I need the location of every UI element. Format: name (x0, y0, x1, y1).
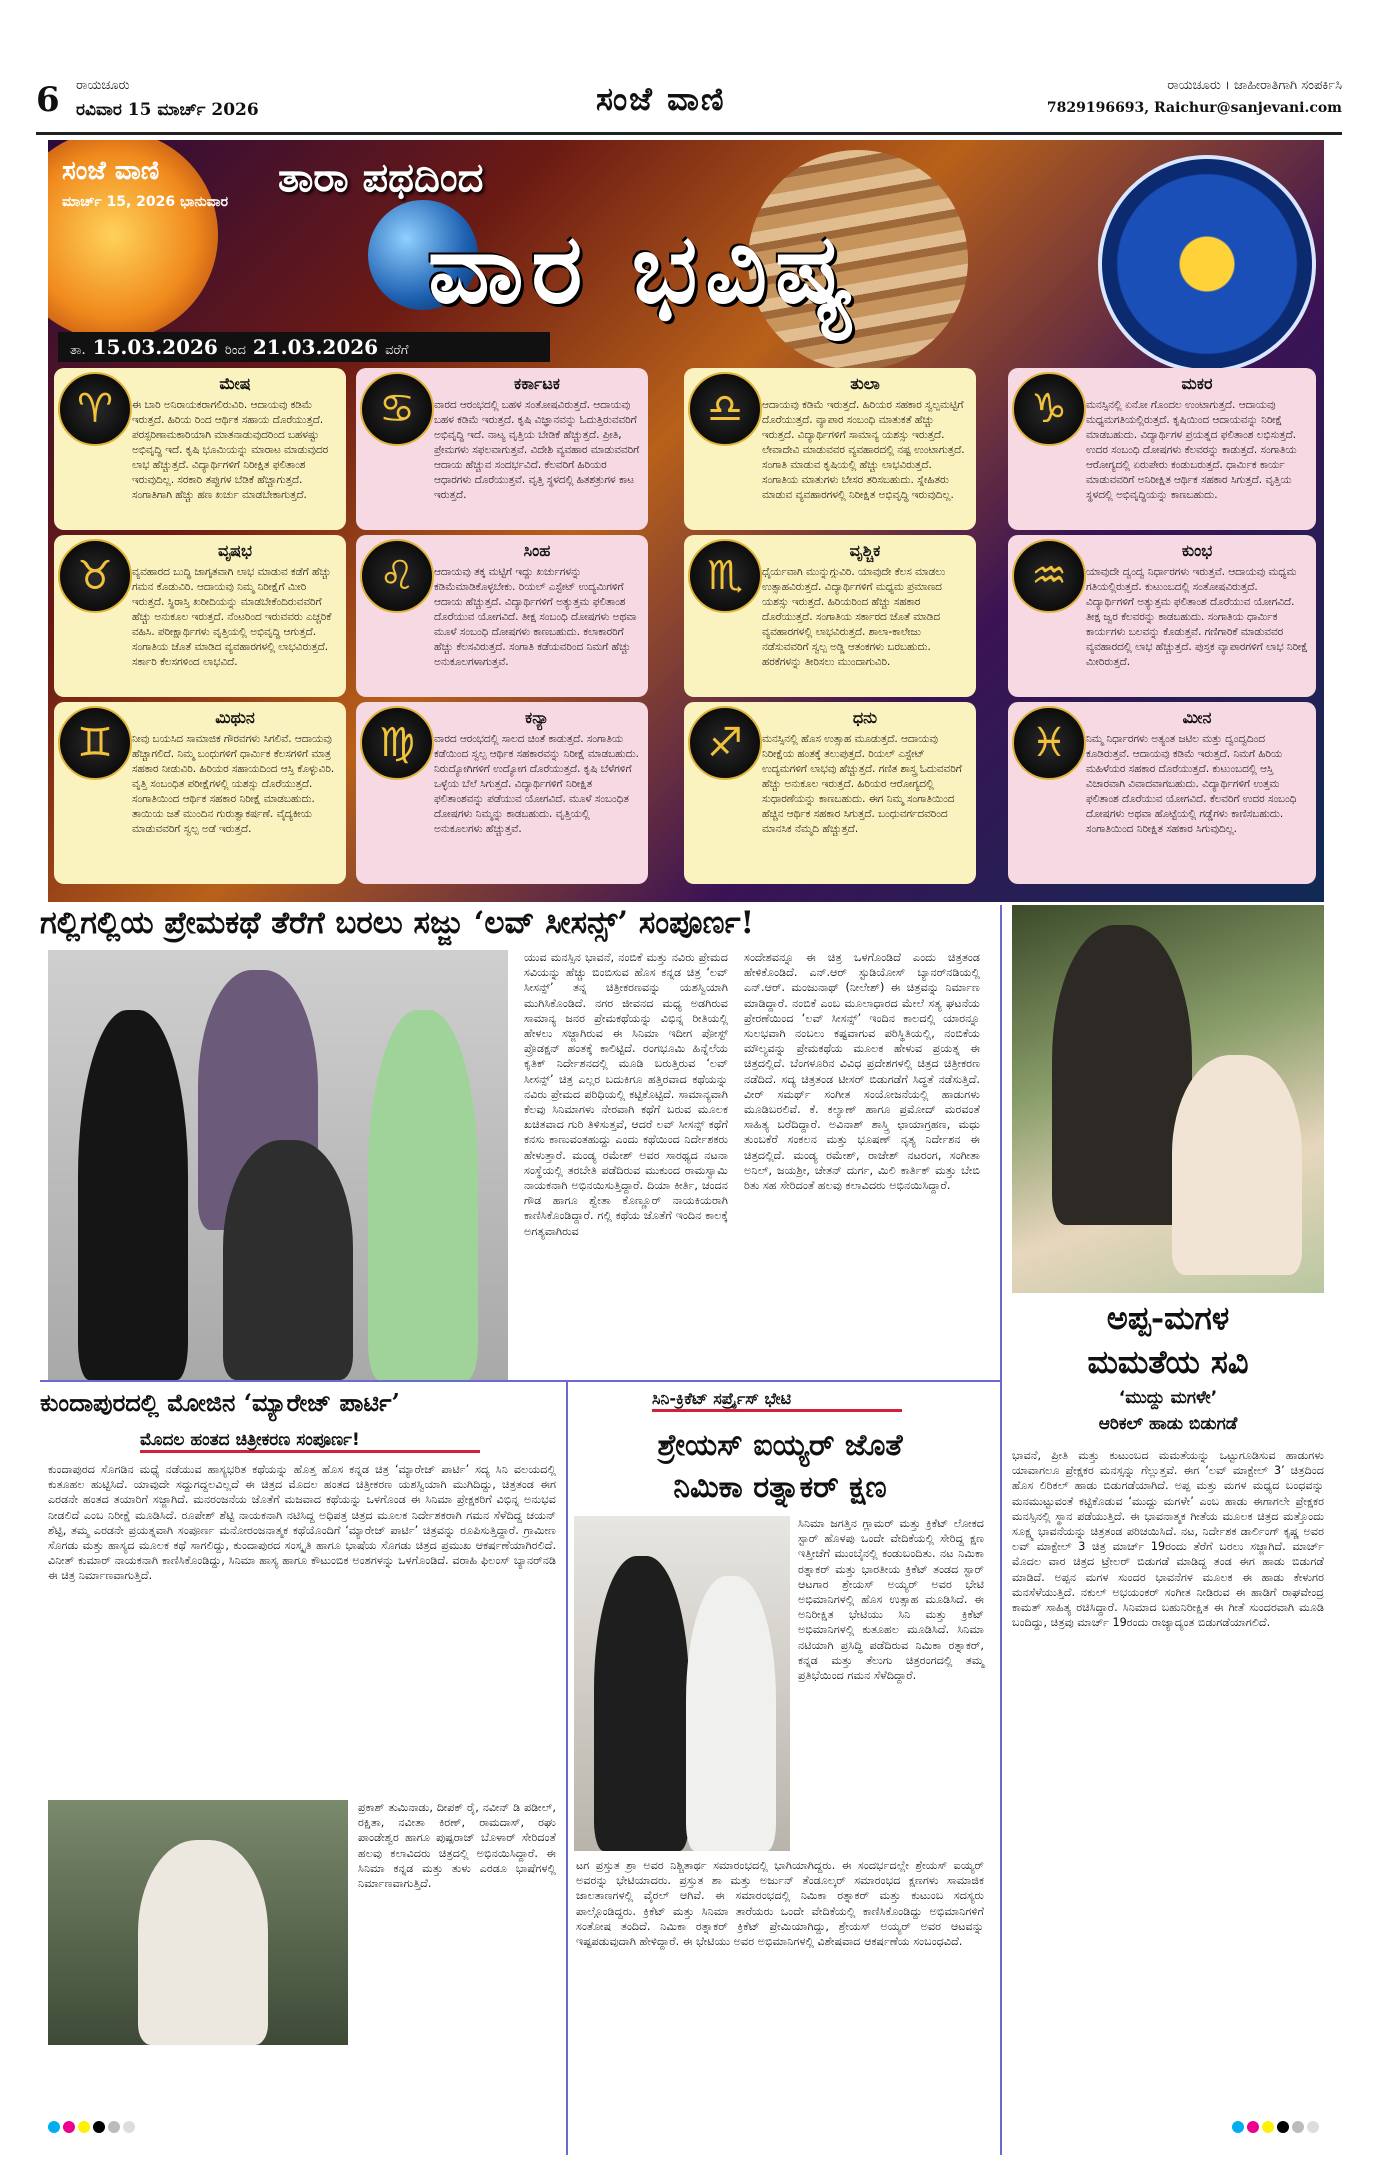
print-registration-marks-right (1232, 2118, 1322, 2130)
range-prefix: ತಾ. (70, 343, 86, 358)
sign-text: ಯಾವುದೇ ದ್ವಂದ್ವ ನಿರ್ಧಾರಗಳು ಇರುತ್ತವೆ. ಆದಾಯವು ಮಧ್ಯಮ ಗತಿಯಲ್ಲಿರುತ್ತದೆ. ಕುಟುಂಬದಲ್ಲಿ ಸಂತೋಷವಿರುತ್ತದೆ. ವಿದ್ಯಾರ್ಥಿಗಳಿಗೆ ಅತ್ಯುತ್ತಮ ಫಲಿತಾಂಶ ದೊರೆಯುವ ಯೋಗವಿದೆ. ತೀಕ್ಷ ಜ್ವರ ಕೆಲವರನ್ನು ಕಾಡಬಹುದು. ಸಂಗಾತಿಯ ಧಾರ್ಮಿಕ ಕಾರ್ಯಗಳು ಬಲವನ್ನು ಕೊಡುತ್ತವೆ. ಗಣಿಗಾರಿಕೆ ಮಾಡುವವರ ವ್ಯವಹಾರದಲ್ಲಿ ಲಾಭ ಹೆಚ್ಚುತ್ತದೆ. ಪುಸ್ತಕ ವ್ಯಾಪಾರಗಳಿಗೆ ಲಾಭ ನಿರೀಕ್ಷೆ ಮೀರಿರುತ್ತದೆ. (1086, 566, 1308, 668)
sign-text: ಮನಸ್ಸಿನಲ್ಲಿ ಹೊಸ ಉತ್ಸಾಹ ಮೂಡುತ್ತದೆ. ಆದಾಯವು ನಿರೀಕ್ಷೆಯ ಹಂತಕ್ಕೆ ತಲುಪುತ್ತದೆ. ರಿಯಲ್ ಎಸ್ಟೇಟ್ ಉದ್ಯಮಗಳಿಗೆ ಲಾಭವು ಹೆಚ್ಚುತ್ತದೆ. ಗಣಿತ ಶಾಸ್ತ್ರ ಓದುವವರಿಗೆ ಹೆಚ್ಚು ಅನುಕೂಲ ಇರುತ್ತದೆ. ಹಿರಿಯರ ಆರೋಗ್ಯದಲ್ಲಿ ಸುಧಾರಣೆಯನ್ನು ಕಾಣಬಹುದು. ಈಗ ನಿಮ್ಮ ಸಂಗಾತಿಯಿಂದ ಹೆಚ್ಚಿನ ಆರ್ಥಿಕ ಸಹಕಾರ ಸಿಗುತ್ತದೆ. ಬಂಧುವರ್ಗದವರಿಂದ ಮಾನಸಿಕ ನೆಮ್ಮದಿ ಹೆಚ್ಚುತ್ತದೆ. (762, 733, 962, 835)
kundapura-headline: ಕುಂದಾಪುರದಲ್ಲಿ ಮೋಜಿನ ‘ಮ್ಯಾರೇಜ್ ಪಾರ್ಟಿ’ (40, 1388, 400, 1417)
kundapura-body: ಕುಂದಾಪುರದ ಸೊಗಡಿನ ಮಧ್ಯೆ ನಡೆಯುವ ಹಾಸ್ಯಭರಿತ ಕಥೆಯನ್ನು ಹೊತ್ತ ಹೊಸ ಕನ್ನಡ ಚಿತ್ರ ‘ಮ್ಯಾರೇಜ್ ಪಾರ್ಟಿ’ ಸದ್ಯ ಸಿನಿ ವಲಯದಲ್ಲಿ ಕುತೂಹಲ ಹುಟ್ಟಿಸಿದೆ. ಯಾವುದೇ ಸದ್ದುಗದ್ದಲವಿಲ್ಲದೆ ಈ ಚಿತ್ರದ ಮೊದಲ ಹಂತದ ಚಿತ್ರೀಕರಣ ಯಶಸ್ವಿಯಾಗಿ ಮುಗಿದಿದ್ದು, ಚಿತ್ರತಂಡ ಈಗ ಎರಡನೇ ಹಂತದ ತಯಾರಿಗೆ ಸಜ್ಜಾಗಿದೆ. ಮನರಂಜನೆಯ ಜೊತೆಗೆ ಮಜವಾದ ಕಥೆಯನ್ನು ಒಳಗೊಂಡ ಈ ಸಿನಿಮಾ ಪ್ರೇಕ್ಷಕರಿಗೆ ವಿಭಿನ್ನ ಅನುಭವ ನೀಡಲಿದೆ ಎಂಬ ನಿರೀಕ್ಷೆ ಮೂಡಿಸಿದೆ. ರೂಪೇಶ್ ಶೆಟ್ಟಿ ನಾಯಕನಾಗಿ ನಟಿಸಿದ್ದ ಅಧಿಪತ್ರ ಚಿತ್ರದ ಮೂಲಕ ನಿರ್ದೇಶಕರಾಗಿ ಗಮನ ಸೆಳೆದಿದ್ದ ಚಯನ್ ಶೆಟ್ಟಿ, ತಮ್ಮ ಎರಡನೇ ಪ್ರಯತ್ನವಾಗಿ ಸಂಪೂರ್ಣ ಮನೋರಂಜನಾತ್ಮಕ ಕಥೆಯೊಂದಿಗೆ ‘ಮ್ಯಾರೇಜ್ ಪಾರ್ಟಿ’ ಚಿತ್ರವನ್ನು ರೂಪಿಸುತ್ತಿದ್ದಾರೆ. ಗ್ರಾಮೀಣ ಸೊಗಡು ಮತ್ತು ಹಾಸ್ಯದ ಮೂಲಕ ಕಥೆ ಸಾಗಲಿದ್ದು, ಕುಂದಾಪುರದ ಸಂಸ್ಕೃತಿ ಹಾಗೂ ಭಾಷೆಯ ಸೊಗಡು ಚಿತ್ರದ ಪ್ರಮುಖ ಆಕರ್ಷಣೆಯಾಗಿರಲಿದೆ. ವಿನೀತ್ ಕುಮಾರ್ ನಾಯಕನಾಗಿ ಕಾಣಿಸಿಕೊಂಡಿದ್ದು, ಸಿನಿಮಾ ಹಾಸ್ಯ ಹಾಗೂ ಕೌಟುಂಬಿಕ ಅಂಶಗಳನ್ನು ಒಳಗೊಂಡಿದೆ. ವರಾಹಿ ಫಿಲಂಸ್ ಬ್ಯಾನರ್‌ನಡಿ ಈ ಚಿತ್ರ ನಿರ್ಮಾಣವಾಗುತ್ತಿದೆ. (48, 1463, 556, 1583)
sign-text: ಮನಸ್ಸಿನಲ್ಲಿ ಏನೋ ಗೊಂದಲ ಉಂಟಾಗುತ್ತದೆ. ಆದಾಯವು ಮಧ್ಯಮಗತಿಯಲ್ಲಿರುತ್ತದೆ. ಕೃಷಿಯಿಂದ ಆದಾಯವನ್ನು ನಿರೀಕ್ಷೆ ಮಾಡಬಹುದು. ವಿದ್ಯಾರ್ಥಿಗಳ ಪ್ರಯತ್ನದ ಫಲಿತಾಂಶ ಲಭಿಸುತ್ತದೆ. ಉದರ ಸಂಬಂಧಿ ದೋಷಗಳು ಕೆಲವರನ್ನು ಕಾಡುತ್ತದೆ. ಸಂಗಾತಿಯ ಆರೋಗ್ಯದಲ್ಲಿ ಏರುಪೇರು ಕಂಡುಬರುತ್ತದೆ. ಧಾರ್ಮಿಕ ಕಾರ್ಯ ಮಾಡುವವರಿಗೆ ಅನಿರೀಕ್ಷಿತ ಆರ್ಥಿಕ ಸಹಕಾರ ಸಿಗುತ್ತದೆ. ವೃತ್ತಿಯ ಸ್ಥಳದಲ್ಲಿ ಅಭಿವೃದ್ಧಿಯನ್ನು ಕಾಣಬಹುದು. (1086, 399, 1297, 501)
appa-magala-title-line2: ಮಮತೆಯ ಸವಿ (1087, 1343, 1249, 1381)
horoscope-brand: ಸಂಜೆ ವಾಣಿ (62, 156, 160, 186)
kundapura-cast: ಪ್ರಕಾಶ್ ತುಮಿನಾಡು, ದೀಪಕ್ ರೈ, ನವೀನ್ ಡಿ ಪಡೀಲ್, ರಕ್ಷಿತಾ, ನವೀತಾ ಕಿರಣ್, ರಾಮದಾಸ್, ರಘು ಪಾಂಡೇಶ್ವರ ಹಾಗೂ ಪುಷ್ಪರಾಜ್ ಬೊಳಾರ್ ಸೇರಿದಂತೆ ಹಲವು ಕಲಾವಿದರು ಚಿತ್ರದಲ್ಲಿ ಅಭಿನಯಿಸಿದ್ದಾರೆ. ಈ ಸಿನಿಮಾ ಕನ್ನಡ ಮತ್ತು ತುಳು ಎರಡೂ ಭಾಷೆಗಳಲ್ಲಿ ನಿರ್ಮಾಣವಾಗುತ್ತಿದೆ. (358, 1801, 556, 1891)
sign-card-meena (1008, 702, 1316, 884)
sign-name: ಸಿಂಹ (523, 541, 551, 560)
appa-magala-subtitle: ‘ಮುದ್ದು ಮಗಳೇ’ (1118, 1388, 1218, 1408)
sign-text: ವಾರದ ಆರಂಭದಲ್ಲಿ ಸಾಲದ ಚಿಂತೆ ಕಾಡುತ್ತದೆ. ಸಂಗಾತಿಯ ಕಡೆಯಿಂದ ಸ್ವಲ್ಪ ಆರ್ಥಿಕ ಸಹಕಾರವನ್ನು ನಿರೀಕ್ಷೆ ಮಾಡಬಹುದು. ನಿರುದ್ಯೋಗಿಗಳಿಗೆ ಉದ್ಯೋಗ ದೊರೆಯುತ್ತದೆ. ಕೃಷಿ ಬೆಳೆಗಳಿಗೆ ಒಳ್ಳೆಯ ಬೆಲೆ ಸಿಗುತ್ತದೆ. ವಿದ್ಯಾರ್ಥಿಗಳಿಗೆ ನಿರೀಕ್ಷಿತ ಫಲಿತಾಂಶವನ್ನು ಪಡೆಯುವ ಯೋಗವಿದೆ. ಮೂಳೆ ಸಂಬಂಧಿತ ದೋಷಗಳು ನಿಮ್ಮನ್ನು ಕಾಡಬಹುದು. ವೃತ್ತಿಯಲ್ಲಿ ಅನುಕೂಲಗಳು ಹೆಚ್ಚುತ್ತವೆ. (434, 733, 639, 835)
sign-name: ಕನ್ಯಾ (525, 708, 549, 727)
header-city: ರಾಯಚೂರು (76, 78, 130, 93)
libra-icon: ♎ (688, 372, 762, 446)
sign-text: ಆದಾಯವು ತಕ್ಕ ಮಟ್ಟಿಗೆ ಇದ್ದು ಖರ್ಚುಗಳನ್ನು ಕಡಿಮೆಮಾಡಿಕೊಳ್ಳಬೇಕು. ರಿಯಲ್ ಎಸ್ಟೇಟ್ ಉದ್ಯಮಿಗಳಿಗೆ ಆದಾಯ ಹೆಚ್ಚುತ್ತದೆ. ವಿದ್ಯಾರ್ಥಿಗಳಿಗೆ ಅತ್ಯುತ್ತಮ ಫಲಿತಾಂಶ ದೊರೆಯುವ ಯೋಗವಿದೆ. ತೀಕ್ಷ ಸಂಬಂಧಿ ದೋಷಗಳು ಅಥವಾ ಮೂಳೆ ಸಂಬಂಧಿ ದೋಷಗಳು ಕಾಣಬಹುದು. ಕಲಾಕಾರರಿಗೆ ಹೆಚ್ಚು ಕೆಲಸವಿರುತ್ತದೆ. ಸಂಗಾತಿ ಕಡೆಯವರಿಂದ ನಿಮಗೆ ಹೆಚ್ಚು ಅನುಕೂಲಗಳಾಗುತ್ತವೆ. (434, 566, 637, 668)
column-rule (566, 1380, 568, 2155)
shreyas-kicker: ಸಿನಿ-ಕ್ರಿಕೆಟ್ ಸರ್ಪ್ರೈಸ್ ಭೇಟಿ (652, 1389, 902, 1412)
scorpio-icon: ♏ (688, 539, 762, 613)
sign-name: ಮಿಥುನ (215, 708, 255, 727)
horoscope-section (48, 140, 1324, 902)
horoscope-title-small: ತಾರಾ ಪಥದಿಂದ (278, 154, 484, 201)
capricorn-icon: ♑ (1012, 372, 1086, 446)
sign-name: ಧನು (852, 708, 878, 727)
range-to: 21.03.2026 (252, 335, 379, 359)
sign-name: ಕುಂಭ (1181, 541, 1213, 560)
sign-card-simha (356, 535, 648, 697)
sign-text: ವಾರದ ಆರಂಭದಲ್ಲಿ ಬಹಳ ಸಂತೋಷವಿರುತ್ತದೆ. ಆದಾಯವು ಬಹಳ ಕಡಿಮೆ ಇರುತ್ತದೆ. ಕೃಷಿ ವಿಜ್ಞಾನವನ್ನು ಓದುತ್ತಿರುವವರಿಗೆ ಅಭಿವೃದ್ಧಿ ಇದೆ. ನಾಟ್ಯ ವೃತ್ತಿಯ ಬೇಡಿಕೆ ಹೆಚ್ಚುತ್ತದೆ. ಪ್ರೀತಿ, ಪ್ರೇಮಗಳು ಸಫಲವಾಗುತ್ತವೆ. ವಿದೇಶಿ ವ್ಯವಹಾರ ಮಾಡುವವರಿಗೆ ಆದಾಯ ಹೆಚ್ಚುವ ಸಂದರ್ಭವಿದೆ. ಕೆಲವರಿಗೆ ಹಿರಿಯರ ಆಧಾರಗಳು ದೊರೆಯುತ್ತವೆ. ವೃತ್ತಿ ಸ್ಥಳದಲ್ಲಿ ಹಿತಶತ್ರುಗಳ ಕಾಟ ಇರುತ್ತದೆ. (434, 399, 640, 501)
sign-name: ವೃಷಭ (218, 541, 252, 560)
appa-magala-body: ಭಾವನೆ, ಪ್ರೀತಿ ಮತ್ತು ಕುಟುಂಬದ ಮಮತೆಯನ್ನು ಒಟ್ಟುಗೂಡಿಸುವ ಹಾಡುಗಳು ಯಾವಾಗಲೂ ಪ್ರೇಕ್ಷಕರ ಮನಸ್ಸನ್ನು ಗೆಲ್ಲುತ್ತವೆ. ಈಗ ‘ಲವ್ ಮಾಕ್ಟೇಲ್ 3’ ಚಿತ್ರದಿಂದ ಹೊಸ ಲಿರಿಕಲ್ ಹಾಡು ಬಿಡುಗಡೆಯಾಗಿದೆ. ಅಪ್ಪ ಮತ್ತು ಮಗಳ ಮಧ್ಯದ ಬಂಧವನ್ನು ಮನಮುಟ್ಟುವಂತೆ ಕಟ್ಟಿಕೊಡುವ ‘ಮುದ್ದು ಮಗಳೇ’ ಎಂಬ ಹಾಡು ಈಗಾಗಲೇ ಪ್ರೇಕ್ಷಕರ ಮನಸ್ಸಿನಲ್ಲಿ ಸ್ಥಾನ ಪಡೆಯುತ್ತಿದೆ. ಈ ಭಾವನಾತ್ಮಕ ಗೀತೆಯ ಮೂಲಕ ಚಿತ್ರದ ಮತ್ತೊಂದು ಸೂಕ್ಷ್ಮ ಭಾವನೆಯನ್ನು ಚಿತ್ರತಂಡ ಪರಿಚಯಿಸಿದೆ. ನಟ, ನಿರ್ದೇಶಕ ಡಾರ್ಲಿಂಗ್ ಕೃಷ್ಣ ಅವರ ಲವ್ ಮಾಕ್ಟೇಲ್ 3 ಚಿತ್ರ ಮಾರ್ಚ್ 19ರಂದು ತೆರೆಗೆ ಬರಲು ಸಜ್ಜಾಗಿದೆ. ಮಾರ್ಚ್ ಮೊದಲ ವಾರ ಚಿತ್ರದ ಟ್ರೇಲರ್ ಬಿಡುಗಡೆ ಮಾಡಿದ್ದ ತಂಡ ಈಗ ಹಾಡು ಬಿಡುಗಡೆ ಮಾಡಿದೆ. ಅಪ್ಪನ ಮಗಳ ಸುಂದರ ಭಾವನೆಗಳ ಮೂಲಕ ಈ ಹಾಡು ಕೇಳುಗರ ಮನಸೆಳೆಯುತ್ತಿದೆ. ನಕುಲ್ ಅಭಯಂಕರ್ ಸಂಗೀತ ನೀಡಿರುವ ಈ ಹಾಡಿಗೆ ರಾಘವೇಂದ್ರ ಕಾಮತ್ ಸಾಹಿತ್ಯ ರಚಿಸಿದ್ದಾರೆ. ಸಿನಿಮಾದ ಬಹುನಿರೀಕ್ಷಿತ ಈ ಗೀತೆ ಸುಂದರವಾಗಿ ಮೂಡಿ ಬಂದಿದ್ದು, ಚಿತ್ರವು ಮಾರ್ಚ್ 19ರಂದು ರಾಜ್ಯಾದ್ಯಂತ ಬಿಡುಗಡೆಯಾಗಲಿದೆ. (1012, 1449, 1324, 1630)
sign-name: ತುಲಾ (850, 374, 880, 393)
sign-text: ನಿಮ್ಮ ನಿರ್ಧಾರಗಳು ಅತ್ಯಂತ ಜಟಿಲ ಮತ್ತು ದ್ವಂದ್ವದಿಂದ ಕೂಡಿರುತ್ತವೆ. ಆದಾಯವು ಕಡಿಮೆ ಇರುತ್ತದೆ. ನಿಮಗೆ ಹಿರಿಯ ಮಹಿಳೆಯರ ಸಹಕಾರ ದೊರೆಯುತ್ತದೆ. ಕುಟುಂಬದಲ್ಲಿ ಆಸ್ತಿ ವಿಚಾರವಾಗಿ ವಿವಾದವಾಗಬಹುದು. ವಿದ್ಯಾರ್ಥಿಗಳಿಗೆ ಉತ್ತಮ ಫಲಿತಾಂಶ ದೊರೆಯುವ ಯೋಗವಿದೆ. ಕೆಲವರಿಗೆ ಉದರ ಸಂಬಂಧಿ ದೋಷಗಳು ಅಥವಾ ಹೊಟ್ಟೆಯಲ್ಲಿ ಗಡ್ಡೆಗಳು ಕಾಣಿಸಬಹುದು. ಸಂಗಾತಿಯಿಂದ ನಿರೀಕ್ಷಿತ ಸಹಕಾರ ಸಿಗುವುದಿಲ್ಲ. (1086, 733, 1297, 835)
sign-card-dhanu (684, 702, 976, 884)
section-rule (40, 1380, 1000, 1382)
aquarius-icon: ♒ (1012, 539, 1086, 613)
sign-card-kumbha (1008, 535, 1316, 697)
kundapura-subhead: ಮೊದಲ ಹಂತದ ಚಿತ್ರೀಕರಣ ಸಂಪೂರ್ಣ! (140, 1430, 480, 1453)
gemini-icon: ♊ (58, 706, 132, 780)
sign-text: ನೀವು ಬಯಸಿದ ಸಾಮಾಜಿಕ ಗೌರವಗಳು ಸಿಗಲಿವೆ. ಆದಾಯವು ಹೆಚ್ಚಾಗಲಿದೆ. ನಿಮ್ಮ ಬಂಧುಗಳಿಗೆ ಧಾರ್ಮಿಕ ಕೆಲಸಗಳಿಗೆ ಮಾತ್ರ ಸಹಕಾರ ನೀಡುವಿರಿ. ಹಿರಿಯರ ಸಹಾಯದಿಂದ ಆಸ್ತಿ ಕೊಳ್ಳುವಿರಿ. ವೃತ್ತಿ ಸಂಬಂಧಿತ ಪರೀಕ್ಷೆಗಳಲ್ಲಿ ಯಶಸ್ಸು ದೊರೆಯುತ್ತದೆ. ಸಂಗಾತಿಯಿಂದ ಆರ್ಥಿಕ ಸಹಕಾರ ನಿರೀಕ್ಷೆ ಮಾಡಬಹುದು. ತಾಯಿಯ ಜತೆ ಮುಂದಿನ ಗುರುತ್ವಾಕರ್ಷಣೆ. ವೈದ್ಯಕೀಯ ಮಾಡುವವರಿಗೆ ಸ್ವಲ್ಪ ಅಡೆ ಇರುತ್ತದೆ. (132, 733, 335, 835)
sign-card-tula (684, 368, 976, 530)
appa-magala-title (1012, 1296, 1324, 1384)
print-registration-marks (48, 2118, 138, 2130)
column-rule (1000, 905, 1002, 2155)
sign-card-vrishabha (54, 535, 346, 697)
love-seasons-headline: ಗಲ್ಲಿಗಲ್ಲಿಯ ಪ್ರೇಮಕಥೆ ತೆರೆಗೆ ಬರಲು ಸಜ್ಜು ‘ಲವ್ ಸೀಸನ್ಸ್’ ಸಂಪೂರ್ಣ! (40, 905, 755, 941)
shreyas-headline-line1: ಶ್ರೇಯಸ್ ಐಯ್ಯರ್ ಜೊತೆ (657, 1428, 903, 1463)
sign-name: ಮಕರ (1181, 374, 1213, 393)
shreyas-body: ಟಗ ಪ್ರಸ್ತುತ ಶ್ರಾ ಅವರ ನಿಶ್ಚಿತಾರ್ಥ ಸಮಾರಂಭದಲ್ಲಿ ಭಾಗಿಯಾಗಿದ್ದರು. ಈ ಸಂದರ್ಭದಲ್ಲೇ ಶ್ರೇಯಸ್ ಐಯ್ಯರ್ ಅವರನ್ನು ಭೇಟಿಯಾದರು. ಪ್ರಸ್ತುತ ಶಾ ಮತ್ತು ಅರ್ಜುನ್ ತೆಂಡೂಲ್ಕರ್ ಸಮಾರಂಭದ ಕ್ಷಣಗಳು ಸಾಮಾಜಿಕ ಜಾಲತಾಣಗಳಲ್ಲಿ ವೈರಲ್ ಆಗಿವೆ. ಈ ಸಮಾರಂಭದಲ್ಲಿ ನಿಮಿಕಾ ರತ್ನಾಕರ್ ಮತ್ತು ಕುಟುಂಬ ಸದಸ್ಯರು ಪಾಲ್ಗೊಂಡಿದ್ದರು. ಕ್ರಿಕೆಟ್ ಮತ್ತು ಸಿನಿಮಾ ತಾರೆಯರು ಒಂದೇ ವೇದಿಕೆಯಲ್ಲಿ ಕಾಣಿಸಿಕೊಂಡಿದ್ದು ಅಭಿಮಾನಿಗಳಿಗೆ ಸಂತೋಷ ತಂದಿದೆ. ನಿಮಿಕಾ ರತ್ನಾಕರ್ ಕ್ರಿಕೆಟ್ ಪ್ರೇಮಿಯಾಗಿದ್ದು, ಶ್ರೇಯಸ್ ಅಯ್ಯರ್ ಅವರ ಆಟವನ್ನು ಇಷ್ಟಪಡುವುದಾಗಿ ಹೇಳಿದ್ದಾರೆ. ಈ ಭೇಟಿಯು ಅವರ ಅಭಿಮಾನಿಗಳಲ್ಲಿ ವಿಶೇಷವಾದ ಆಕರ್ಷಣೆಯ ಸಂಬಂಧವಿದೆ. (576, 1859, 984, 1949)
taurus-icon: ♉ (58, 539, 132, 613)
pisces-icon: ♓ (1012, 706, 1086, 780)
sign-name: ವೃಶ್ಚಿಕ (849, 541, 881, 560)
leo-icon: ♌ (360, 539, 434, 613)
sign-name: ಮೇಷ (219, 374, 251, 393)
shreyas-photo (574, 1516, 790, 1851)
header-ad-contact: ರಾಯಚೂರು । ಜಾಹೀರಾತಿಗಾಗಿ ಸಂಪರ್ಕಿಸಿ (1167, 78, 1342, 93)
sign-text: ವ್ಯವಹಾರದ ಬುದ್ಧಿ ಜಾಗೃತವಾಗಿ ಲಾಭ ಮಾಡುವ ಕಡೆಗೆ ಹೆಚ್ಚು ಗಮನ ಕೊಡುವಿರಿ. ಆದಾಯವು ನಿಮ್ಮ ನಿರೀಕ್ಷೆಗೆ ಮೀರಿ ಇರುತ್ತದೆ. ಸ್ಥಿರಾಸ್ತಿ ಖರೀದಿಯನ್ನು ಮಾಡಬೇಕೆಂದಿರುವವರಿಗೆ ಹೆಚ್ಚು ಅನುಕೂಲ ಇರುತ್ತದೆ. ನೆಂಟರಿಂದ ಇರುವವರು ಎಚ್ಚರಿಕೆ ವಹಿಸಿ. ಪರೀಕ್ಷಾರ್ಥಿಗಳು ವೃತ್ತಿಯಲ್ಲಿ ಅಭಿವೃದ್ಧಿ ಆಗುತ್ತದೆ. ಸಂಗಾತಿಯ ಜೊತೆ ಮಾಡಿದ ವ್ಯವಹಾರಗಳಲ್ಲಿ ಲಾಭವಿರುತ್ತದೆ. ಸರ್ಕಾರಿ ಕೆಲಸಗಳಿಂದ ಲಾಭವಿದೆ. (132, 566, 332, 668)
sign-text: ಆದಾಯವು ಕಡಿಮೆ ಇರುತ್ತದೆ. ಹಿರಿಯರ ಸಹಕಾರ ಸ್ವಲ್ಪಮಟ್ಟಿಗೆ ದೊರೆಯುತ್ತದೆ. ವ್ಯಾಪಾರ ಸಂಬಂಧಿ ಮಾತುಕತೆ ಹೆಚ್ಚು ಇರುತ್ತದೆ. ವಿದ್ಯಾರ್ಥಿಗಳಿಗೆ ಸಾಮಾನ್ಯ ಯಶಸ್ಸು ಇರುತ್ತದೆ. ಲೇವಾದೇವಿ ಮಾಡುವವರ ವ್ಯವಹಾರದಲ್ಲಿ ನಷ್ಟ ಉಂಟಾಗುತ್ತದೆ. ಸಂಗಾತಿ ಮಾಡುವ ಕೃಷಿಯಲ್ಲಿ ಹೆಚ್ಚು ಲಾಭವಿರುತ್ತದೆ. ಸಂಗಾತಿಯ ಮಾತುಗಳು ಬೇಸರ ತರಿಸಬಹುದು. ಸ್ನೇಹಿತರು ಮಾಡುವ ವ್ಯವಹಾರಗಳಲ್ಲಿ ನಿರೀಕ್ಷಿತ ಅಭಿವೃದ್ಧಿ ಇರುವುದಿಲ್ಲ. (762, 399, 965, 501)
love-seasons-col1: ಯುವ ಮನಸ್ಸಿನ ಭಾವನೆ, ನಂಬಿಕೆ ಮತ್ತು ನವಿರು ಪ್ರೇಮದ ಸವಿಯನ್ನು ಹೆಚ್ಚು ಬಿಂಬಿಸುವ ಹೊಸ ಕನ್ನಡ ಚಿತ್ರ ‘ಲವ್ ಸೀಸನ್ಸ್’ ತನ್ನ ಚಿತ್ರೀಕರಣವನ್ನು ಯಶಸ್ವಿಯಾಗಿ ಮುಗಿಸಿಕೊಂಡಿದೆ. ನಗರ ಜೀವನದ ಮಧ್ಯ ಅಡಗಿರುವ ಸಾಮಾನ್ಯ ಜನರ ಪ್ರೇಮಕಥೆಯನ್ನು ವಿಭಿನ್ನ ರೀತಿಯಲ್ಲಿ ಹೇಳಲು ಸಜ್ಜಾಗಿರುವ ಈ ಸಿನಿಮಾ ಇದೀಗ ಪೋಸ್ಟ್ ಪ್ರೊಡಕ್ಷನ್ ಹಂತಕ್ಕೆ ಕಾಲಿಟ್ಟಿದೆ. ರಂಗಭೂಮಿ ಹಿನ್ನೆಲೆಯ ಕೃತಿಕ್ ನಿರ್ದೇಶನದಲ್ಲಿ ಮೂಡಿ ಬರುತ್ತಿರುವ ‘ಲವ್ ಸೀಸನ್ಸ್’ ಚಿತ್ರ ಎಲ್ಲರ ಬದುಕಿಗೂ ಹತ್ತಿರವಾದ ಕಥೆಯನ್ನು ನವಿರು ಪ್ರೇಮದ ಪರಿಧಿಯಲ್ಲಿ ಕಟ್ಟಿಕೊಟ್ಟಿದೆ. ಸಾಮಾನ್ಯವಾಗಿ ಕೆಲವು ಸಿನಿಮಾಗಳು ನೇರವಾಗಿ ಕಥೆಗೆ ಬರುವ ಮೂಲಕ ಖಚಿತವಾದ ಗುರಿ ತಿಳಿಸುತ್ತವೆ, ಆದರೆ ಲವ್ ಸೀಸನ್ಸ್ ಕಥೆಗೆ ಕನಸು ಕಾಣುವಂತಹುದ್ದು ಎಂದು ಕಥೆಯಿಂದ ನಿರ್ದೇಶಕರು ಹೇಳುತ್ತಾರೆ. ಮಂಡ್ಯ ರಮೇಶ್ ಅವರ ಸಾರಥ್ಯದ ನಟನಾ ಸಂಸ್ಥೆಯಲ್ಲಿ ತರಬೇತಿ ಪಡೆದಿರುವ ಮುಕುಂದ ರಾಮಸ್ವಾಮಿ ನಾಯಕನಾಗಿ ಅಭಿನಯಿಸುತ್ತಿದ್ದಾರೆ. ದಿಯಾ ಕೀರ್ತಿ, ಚಂದನ ಗೌಡ ಹಾಗೂ ಶ್ವೇತಾ ಕೊಣ್ಣೂರ್ ನಾಯಕಿಯರಾಗಿ ಕಾಣಿಸಿಕೊಂಡಿದ್ದಾರೆ. ಗಲ್ಲಿ ಕಥೆಯ ಜೊತೆಗೆ ಇಂದಿನ ಕಾಲಕ್ಕೆ ಅಗತ್ಯವಾಗಿರುವ (524, 951, 728, 1238)
shreyas-sidecol: ಸಿನಿಮಾ ಜಗತ್ತಿನ ಗ್ಲಾಮರ್ ಮತ್ತು ಕ್ರಿಕೆಟ್ ಲೋಕದ ಸ್ಟಾರ್ ಹೊಳಪು ಒಂದೇ ವೇದಿಕೆಯಲ್ಲಿ ಸೇರಿದ್ದ ಕ್ಷಣ ಇತ್ತೀಚೆಗೆ ಮುಂಬೈನಲ್ಲಿ ಕಂಡುಬಂದಿತು. ನಟ ನಿಮಿಕಾ ರತ್ನಾಕರ್ ಮತ್ತು ಭಾರತೀಯ ಕ್ರಿಕೆಟ್ ತಂಡದ ಸ್ಟಾರ್ ಆಟಗಾರ ಶ್ರೇಯಸ್ ಅಯ್ಯರ್ ಅವರ ಭೇಟಿ ಅಭಿಮಾನಿಗಳಲ್ಲಿ ಹೊಸ ಉತ್ಸಾಹ ಮೂಡಿಸಿದೆ. ಈ ಅನಿರೀಕ್ಷಿತ ಭೇಟಿಯು ಸಿನಿ ಮತ್ತು ಕ್ರಿಕೆಟ್ ಅಭಿಮಾನಿಗಳಲ್ಲಿ ಕುತೂಹಲ ಮೂಡಿಸಿದೆ. ಸಿನಿಮಾ ನಟಿಯಾಗಿ ಪ್ರಸಿದ್ಧಿ ಪಡೆದಿರುವ ನಿಮಿಕಾ ರತ್ನಾಕರ್, ಕನ್ನಡ ಮತ್ತು ತೆಲುಗು ಚಿತ್ರರಂಗದಲ್ಲಿ ತಮ್ಮ ಪ್ರತಿಭೆಯಿಂದ ಗಮನ ಸೆಳೆದಿದ್ದಾರೆ. (798, 1517, 984, 1683)
sign-name: ಮೀನ (1182, 708, 1212, 727)
love-seasons-col2: ಸಂದೇಶವನ್ನೂ ಈ ಚಿತ್ರ ಒಳಗೊಂಡಿದೆ ಎಂದು ಚಿತ್ರತಂಡ ಹೇಳಿಕೊಂಡಿದೆ. ಎನ್.ಆರ್ ಸ್ಟುಡಿಯೋಸ್ ಬ್ಯಾನರ್‌ನಡಿಯಲ್ಲಿ ಎನ್.ಆರ್. ಮಂಜುನಾಥ್ (ನೀಲೇಶ್) ಈ ಚಿತ್ರವನ್ನು ನಿರ್ಮಾಣ ಮಾಡಿದ್ದಾರೆ. ನಂಬಿಕೆ ಎಂಬ ಮೂಲಾಧಾರದ ಮೇಲೆ ಸತ್ಯ ಘಟನೆಯ ಪ್ರೇರಣೆಯಿಂದ ‘ಲವ್ ಸೀಸನ್ಸ್’ ಇಂದಿನ ಕಾಲದಲ್ಲಿ ಯಾರನ್ನೂ ಸುಲಭವಾಗಿ ನಂಬಲು ಕಷ್ಟವಾಗುವ ಪರಿಸ್ಥಿತಿಯಲ್ಲಿ, ನಂಬಿಕೆಯ ಮೌಲ್ಯವನ್ನು ಪ್ರೇಮಕಥೆಯ ಮೂಲಕ ಹೇಳುವ ಪ್ರಯತ್ನ ಈ ಚಿತ್ರದಲ್ಲಿದೆ. ಬೆಂಗಳೂರಿನ ವಿವಿಧ ಪ್ರದೇಶಗಳಲ್ಲಿ ಚಿತ್ರದ ಚಿತ್ರೀಕರಣ ನಡೆದಿದೆ. ಸದ್ಯ ಚಿತ್ರತಂಡ ಟೀಸರ್ ಬಿಡುಗಡೆಗೆ ಸಿದ್ಧತೆ ನಡೆಸುತ್ತಿದೆ. ವೀರ್ ಸಮರ್ಥ್ ಸಂಗೀತ ಸಂಯೋಜನೆಯಲ್ಲಿ ಹಾಡುಗಳು ಮೂಡಿಬರಲಿವೆ. ಕೆ. ಕಲ್ಯಾಣ್ ಹಾಗೂ ಪ್ರಮೋದ್ ಮರವಂತೆ ಸಾಹಿತ್ಯ ಬರೆದಿದ್ದಾರೆ. ಅವಿನಾಶ್ ಶಾಸ್ತ್ರಿ ಛಾಯಾಗ್ರಹಣ, ಮಧು ತುಂಬಕೆರೆ ಸಂಕಲನ ಮತ್ತು ಭೂಷಣ್ ನೃತ್ಯ ನಿರ್ದೇಶನ ಈ ಚಿತ್ರದಲ್ಲಿದೆ. ಮಂಡ್ಯ ರಮೇಶ್, ರಾಜೇಶ್ ನಟರಂಗ, ಸಂಗೀತಾ ಅನಿಲ್, ಜಯಶ್ರೀ, ಚೇತನ್ ದುರ್ಗ, ಮಿಲಿ ಕಾರ್ತಿಕ್ ಮತ್ತು ಬೇಬಿ ರಿತು ಸಹ ಸೇರಿದಂತೆ ಹಲವು ಕಲಾವಿದರು ಅಭಿನಯಿಸಿದ್ದಾರೆ. (744, 951, 980, 1193)
page-header (36, 74, 1342, 135)
sign-text: ಧೈರ್ಯವಾಗಿ ಮುನ್ನುಗ್ಗುವಿರಿ. ಯಾವುದೇ ಕೆಲಸ ಮಾಡಲು ಉತ್ಸಾಹವಿರುತ್ತದೆ. ವಿದ್ಯಾರ್ಥಿಗಳಿಗೆ ಮಧ್ಯಮ ಪ್ರಮಾಣದ ಯಶಸ್ಸು ಇರುತ್ತದೆ. ಹಿರಿಯರಿಂದ ಹೆಚ್ಚು ಸಹಕಾರ ದೊರೆಯುತ್ತದೆ. ಸಂಗಾತಿಯ ಸರ್ಕಾರದ ಜೊತೆ ಮಾಡಿದ ವ್ಯವಹಾರಗಳಲ್ಲಿ ಲಾಭವಿರುತ್ತದೆ. ಶಾಲಾ-ಕಾಲೇಜು ನಡೆಸುವವರಿಗೆ ಸ್ವಲ್ಪ ಅಡ್ಡಿ ಆತಂಕಗಳು ಬರಬಹುದು. ಹರಕೆಗಳನ್ನು ತೀರಿಸಲು ಮುಂದಾಗುವಿರಿ. (762, 566, 946, 668)
masthead: ಸಂಜೆ ವಾಣಿ (596, 80, 726, 118)
horoscope-title-big: ವಾರ ಭವಿಷ್ಯ (428, 212, 862, 325)
zodiac-wheel-graphic (1098, 155, 1316, 373)
cancer-icon: ♋ (360, 372, 434, 446)
sagittarius-icon: ♐ (688, 706, 762, 780)
range-mid: ರಿಂದ (224, 343, 246, 358)
love-seasons-photo (48, 950, 508, 1380)
sign-card-mithuna (54, 702, 346, 884)
sign-card-karkataka (356, 368, 648, 530)
sign-card-vrishchika (684, 535, 976, 697)
sign-card-mesha (54, 368, 346, 530)
horoscope-brand-date: ಮಾರ್ಚ್ 15, 2026 ಭಾನುವಾರ (62, 194, 229, 210)
range-from: 15.03.2026 (92, 335, 218, 359)
shreyas-headline (580, 1425, 980, 1509)
page-number: 6 (36, 80, 60, 120)
sign-card-kanya (356, 702, 648, 884)
horoscope-date-range (58, 332, 550, 362)
shreyas-headline-line2: ನಿಮಿಕಾ ರತ್ನಾಕರ್ ಕ್ಷಣ (673, 1470, 887, 1505)
appa-magala-title-line1: ಅಪ್ಪ-ಮಗಳ (1106, 1299, 1230, 1337)
virgo-icon: ♍ (360, 706, 434, 780)
aries-icon: ♈ (58, 372, 132, 446)
sign-text: ಈ ಬಾರಿ ಅನಿರಾಯಕರಾಗಲಿರುವಿರಿ. ಆದಾಯವು ಕಡಿಮೆ ಇರುತ್ತದೆ. ಹಿರಿಯ ರಿಂದ ಆರ್ಥಿಕ ಸಹಾಯ ದೊರೆಯುತ್ತದೆ. ಪರಸ್ಪರಿಣಾಮಕಾರಿಯಾಗಿ ಮಾತನಾಡುವುದರಿಂದ ಬಹಳಷ್ಟು ಅಭಿವೃದ್ಧಿ ಇದೆ. ಕೃಷಿ ಭೂಮಿಯನ್ನು ಮಾರಾಟ ಮಾಡುವುದರ ಲಾಭ ಹೆಚ್ಚುತ್ತದೆ. ವಿದ್ಯಾರ್ಥಿಗಳಿಗೆ ನಿರೀಕ್ಷಿತ ಫಲಿತಾಂಶ ಇರುವುದಿಲ್ಲ. ಸರಕಾರಿ ತಪ್ಪುಗಳ ಬೆಡಿಕೆ ಹೆಚ್ಚಾಗುತ್ತದೆ. ಸಂಗಾತಿಗಾಗಿ ಹೆಚ್ಚು ಹಣ ಖರ್ಚು ಮಾಡಬೇಕಾಗುತ್ತದೆ. (132, 399, 329, 501)
kundapura-photo (48, 1800, 348, 2045)
appa-magala-photo (1012, 905, 1324, 1293)
header-date: ರವಿವಾರ 15 ಮಾರ್ಚ್ 2026 (76, 100, 259, 120)
sign-card-makara (1008, 368, 1316, 530)
sign-name: ಕರ್ಕಾಟಕ (514, 374, 560, 393)
appa-magala-subtitle2: ಆರಿಕಲ್ ಹಾಡು ಬಿಡುಗಡೆ (1098, 1414, 1238, 1434)
range-suffix: ವರೆಗೆ (385, 343, 409, 358)
header-contact-info: 7829196693, Raichur@sanjevani.com (1046, 100, 1342, 116)
